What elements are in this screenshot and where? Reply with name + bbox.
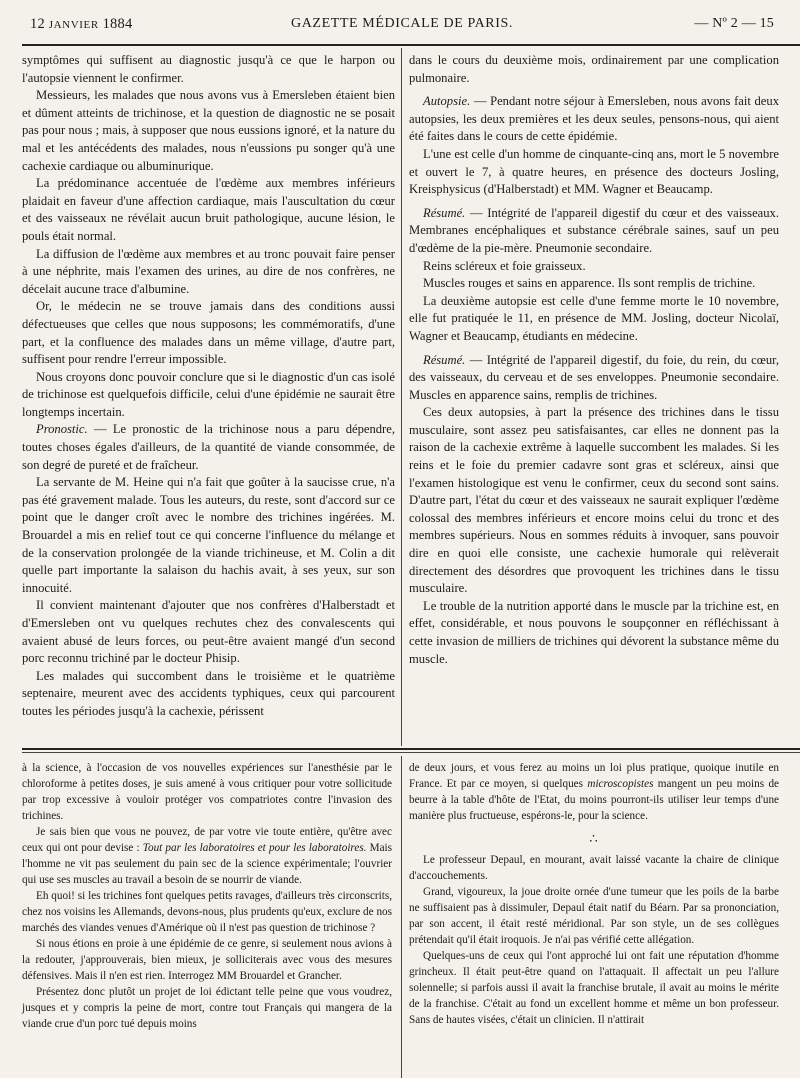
feuilleton-rule-thin — [22, 752, 800, 753]
emphasis: microscopistes — [587, 778, 654, 790]
date-year: 1884 — [102, 16, 133, 32]
paragraph: L'une est celle d'un homme de cinquante-cinq ans, mort le 5 novembre et ouvert le 7, à quatre heures, en présence des docteurs Josling, Kreisphysicus (d'Halberstadt) et MM. Wagner et Beaucamp. — [409, 146, 779, 197]
issue-number: — Nº 2 — 15 — [694, 16, 774, 31]
paragraph: Il convient maintenant d'ajouter que nos confrères d'Halberstadt et d'Emersleben ont vu quelques rechutes chez des convalescents qui avaient abusé de leurs forces, ou peut-être avaient mangé d'un second porc reconnu trichiné par le docteur Phisip. — [22, 598, 395, 666]
article-column-right — [409, 52, 779, 668]
section-separator-asterism: ∴ — [589, 831, 599, 846]
date-day: 12 — [30, 16, 45, 32]
paragraph: La prédominance accentuée de l'œdème aux membres inférieurs plaidait en faveur d'une affection cardiaque, mais l'auscultation du cœur et des vaisseaux ne révélait aucun bruit pathologique, aucune lésion, le pouls était normal. — [22, 176, 395, 243]
column-divider — [401, 48, 402, 746]
header-rule — [22, 44, 800, 46]
paragraph: Le professeur Depaul, en mourant, avait laissé vacante la chaire de clinique d'accouchements. — [409, 854, 779, 882]
page-header — [30, 14, 774, 36]
paragraph: de deux jours, et vous ferez au moins un loi plus pratique, quoique inutile en France. Et par ce moyen, si quelques microscopistes mangent un peu moins de beurre à la table d'hôte de l'Etat, du moins pourront-ils utiliser leur temps d'une manière plus fructueuse, espérons-le, pour la science. — [409, 762, 779, 822]
paragraph: La servante de M. Heine qui n'a fait que goûter à la saucisse crue, n'a pas été gravement malade. Tous les auteurs, du reste, sont d'accord sur ce point que le danger croît avec le nombre des trichines ingérées. M. Brouardel a mis en relief tout ce qui concerne l'influence du mélange et de la conservation prolongée de la viande trichineuse, et M. Colin a dit quelle part importante la salaison du hachis avait, à ses yeux, sur son innocuité. — [22, 475, 395, 595]
paragraph: Reins scléreux et foie graisseux. — [423, 258, 586, 273]
paragraph: Le trouble de la nutrition apporté dans le muscle par la trichine est, en effet, considérable, et nous pouvons le soupçonner en réfléchissant à cette invasion de milliers de trichines qui dévorent la substance même du muscle. — [409, 598, 779, 666]
motto: Tout par les laboratoires et pour les laboratoires. — [142, 842, 367, 854]
paragraph: Or, le médecin ne se trouve jamais dans des conditions aussi défectueuses que celles que nous supposons; les commémoratifs, d'une part, et la confluence des malades dans un même village, d'autre part, suffisent pour rendre l'erreur impossible. — [22, 299, 395, 367]
paragraph: Les malades qui succombent dans le troisième et le quatrième septenaire, meurent avec des accidents typhiques, ceux qui parcourent toutes les périodes jusqu'à la cachexie, périssent — [22, 668, 395, 718]
paragraph: Eh quoi! si les trichines font quelques petits ravages, d'ailleurs très circonscrits, chez nos voisins les Allemands, devons-nous, plus prudents qu'eux, exclure de nos marchés des viandes venues d'Amérique où il n'est pas question de trichinose ? — [22, 890, 392, 934]
paragraph-resume: Résumé. — Intégrité de l'appareil digestif, du foie, du rein, du cœur, des vaisseaux, du cerveau et de ses enveloppes. Pneumonie secondaire. Muscles en apparence sains, remplis de trichines. — [409, 352, 779, 402]
journal-title: GAZETTE MÉDICALE DE PARIS. — [291, 16, 513, 31]
paragraph: Muscles rouges et sains en apparence. Ils sont remplis de trichine. — [423, 276, 756, 291]
paragraph: Grand, vigoureux, la joue droite ornée d'une tumeur que les poils de la barbe ne suffisaient pas à dissimuler, Depaul était natif du Béarn. Par sa prononciation, par son accent, il était resté méridional. Par son style, un de ses collègues prétendait qu'il était iroquois. Je n'ai pas vérifié cette allégation. — [409, 886, 779, 946]
paragraph: Présentez donc plutôt un projet de loi édictant telle peine que vous voudrez, jusques et y compris la peine de mort, contre tout Français qui mangera de la viande crue d'un porc tué depuis moins — [22, 986, 392, 1030]
paragraph: La diffusion de l'œdème aux membres et au tronc pouvait faire penser à une néphrite, mais l'examen des urines, au dire de nos confrères, ne décelait aucune trace d'albumine. — [22, 246, 395, 296]
paragraph: La deuxième autopsie est celle d'une femme morte le 10 novembre, elle fut pratiquée le 11, en présence de MM. Josling, docteur Nicolaï, Wagner et Beaucamp, étudiants en médecine. — [409, 293, 779, 343]
paragraph: symptômes qui suffisent au diagnostic jusqu'à ce que le harpon ou l'autopsie viennent le confirmer. — [22, 53, 395, 85]
paragraph: Nous croyons donc pouvoir conclure que si le diagnostic d'un cas isolé de trichinose est quelquefois difficile, celui d'une épidémie ne saurait être longtemps incertain. — [22, 369, 395, 419]
paragraph: à la science, à l'occasion de vos nouvelles expériences sur l'anesthésie par le chloroforme à petites doses, je suis amené à vous critiquer pour votre sollicitude par trop excessive à vouloir protéger vos compatriotes contre l'invasion des trichines. — [22, 762, 392, 822]
paragraph: Ces deux autopsies, à part la présence des trichines dans le tissu musculaire, sont assez peu satisfaisantes, car elles ne donnent pas la raison de la cachexie extrême à laquelle succombent les malades. Si les reins et le foie du premier cadavre sont gras et scléreux, ainsi que l'examen histologique est venu le confirmer, ceux du second sont sains. D'autre part, l'état du cœur et des vaisseaux ne saurait expliquer l'œdème colossal des membres inférieurs et encore moins celui du tronc et des membres supérieurs. Nous en sommes réduits à invoquer, sans pouvoir dire en quoi elle consiste, une cachexie humorale qui relèverait directement des désordres que provoquent les trichines dans le tissu musculaire. — [409, 405, 779, 596]
feuilleton-column-right — [409, 760, 779, 1028]
paragraph-resume: Résumé. — Intégrité de l'appareil digestif du cœur et des vaisseaux. Membranes encéphaliques et substance cérébrale saines, sauf un peu d'œdème de la pie-mère. Pneumonie secondaire. — [409, 205, 779, 255]
paragraph: Si nous étions en proie à une épidémie de ce genre, si seulement nous avions à la redouter, j'approuverais, bien mieux, je solliciterais avec vous des mesures défensives. Mais il n'en est rien. Interrogez MM Brouardel et Grancher. — [22, 938, 392, 982]
paragraph: Quelques-uns de ceux qui l'ont approché lui ont fait une réputation d'homme grincheux. Il était peut-être quand on l'attaquait. Il affectait un peu l'allure solennelle; si parfois aussi il avait la franchise brutale, il avait au moins le mérite de la franchise. C'était au fond un excellent homme et même un bon professeur. Sans de hautes visées, c'était un clinicien. Il n'attirait — [409, 950, 779, 1026]
paragraph: Je sais bien que vous ne pouvez, de par votre vie toute entière, qu'être avec ceux qui ont pour devise : Tout par les laboratoires et pour les laboratoires. Mais l'homme ne vit pas seulement du pain sec de la science expérimentale; l'ouvrier qui use ses muscles au travail a besoin de se nourrir de viande. — [22, 826, 393, 886]
feuilleton-divider — [401, 756, 402, 1078]
paragraph: dans le cours du deuxième mois, ordinairement par une complication pulmonaire. — [409, 53, 779, 85]
date-month: JANVIER — [48, 19, 99, 31]
paragraph-autopsie: Autopsie. — Pendant notre séjour à Emersleben, nous avons fait deux autopsies, les deux premières et les deux seules, pensons-nous, qui aient été faites dans le cours de cette épidémie. — [409, 94, 779, 144]
article-column-left — [22, 52, 395, 721]
paragraph-pronostic: Pronostic. — Le pronostic de la trichinose nous a paru dépendre, toutes choses égales d'ailleurs, de la quantité de viande consommée, de son degré de pureté et de fraîcheur. — [22, 422, 395, 472]
feuilleton-rule — [22, 748, 800, 750]
feuilleton-column-left — [22, 760, 392, 1032]
paragraph: Messieurs, les malades que nous avons vus à Emersleben étaient bien et dûment atteints de trichinose, et la question de diagnostic ne se posait pas pour nous ; mais, à supposer que nous eussions ignoré, et la nature du mal et les antécédents des malades, nous n'eussions pu songer qu'à une cachexie cardiaque ou albuminurique. — [22, 88, 395, 173]
